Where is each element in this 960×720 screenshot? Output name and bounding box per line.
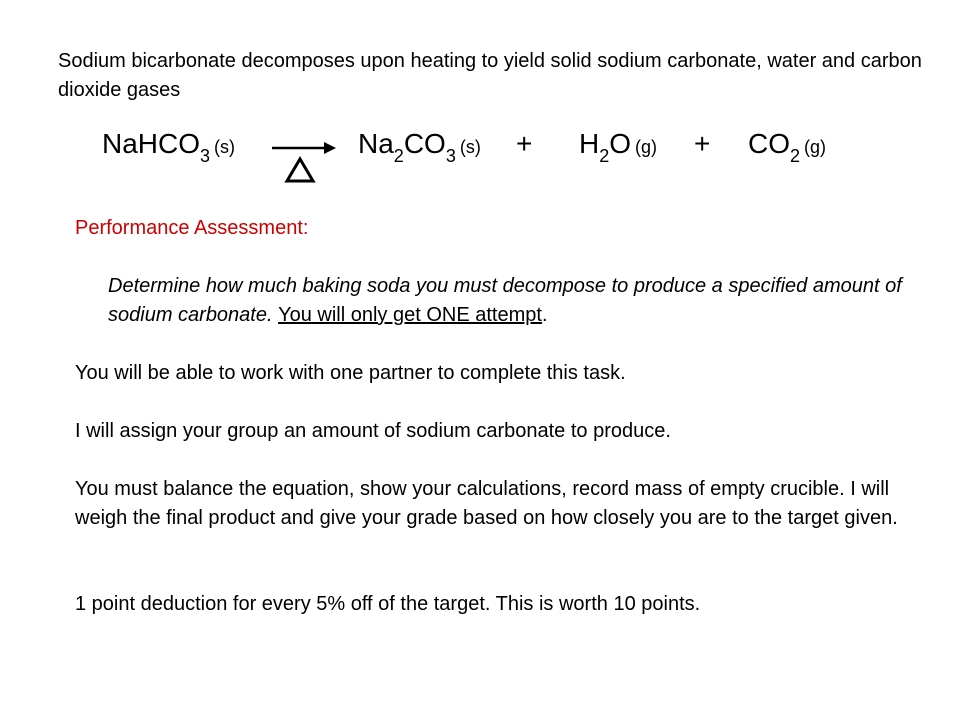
product3-state: (g) bbox=[804, 137, 827, 157]
task-description bbox=[108, 272, 908, 330]
assessment-heading: Performance Assessment: bbox=[75, 217, 309, 239]
product3-sub: 2 bbox=[790, 146, 801, 166]
plus-sign-2: + bbox=[694, 128, 711, 159]
product-h2o bbox=[579, 128, 658, 166]
product1-sub1: 2 bbox=[393, 146, 404, 166]
assignment-paragraph: I will assign your group an amount of sodium carbonate to produce. bbox=[75, 420, 671, 442]
product2-sub: 2 bbox=[599, 146, 610, 166]
reactant-formula: NaHCO bbox=[102, 128, 201, 159]
plus-sign-1: + bbox=[516, 128, 533, 159]
one-attempt-notice: You will only get ONE attempt bbox=[278, 304, 542, 326]
product1-state: (s) bbox=[459, 137, 481, 157]
task-text: Determine how much baking soda you must decompose to produce a specified amount of sodium carbonate. bbox=[108, 275, 902, 326]
delta-heat-icon bbox=[284, 156, 316, 184]
requirements-paragraph: You must balance the equation, show your calculations, record mass of empty crucible. I will weigh the final product and give your grade based on how closely you are to the target given. bbox=[75, 478, 898, 529]
product2-post: O bbox=[609, 128, 632, 159]
product1-mid: CO bbox=[403, 128, 446, 159]
product-na2co3 bbox=[358, 128, 481, 166]
partner-paragraph: You will be able to work with one partner to complete this task. bbox=[75, 362, 626, 384]
product2-pre: H bbox=[579, 128, 600, 159]
intro-text: Sodium bicarbonate decomposes upon heating to yield solid sodium carbonate, water and carbon dioxide gases bbox=[58, 50, 922, 101]
task-end: . bbox=[541, 304, 548, 326]
product3-formula: CO bbox=[748, 128, 790, 159]
chemical-equation bbox=[0, 120, 960, 190]
reaction-arrow-icon bbox=[272, 142, 336, 154]
product-co2 bbox=[748, 128, 827, 166]
reactant-nahco3 bbox=[102, 128, 236, 166]
product1-pre: Na bbox=[358, 128, 394, 159]
reactant-state: (s) bbox=[214, 137, 236, 157]
grading-paragraph: 1 point deduction for every 5% off of the target. This is worth 10 points. bbox=[75, 593, 701, 615]
product2-state: (g) bbox=[635, 137, 658, 157]
product1-sub2: 3 bbox=[445, 146, 456, 166]
reactant-subscript: 3 bbox=[200, 146, 211, 166]
